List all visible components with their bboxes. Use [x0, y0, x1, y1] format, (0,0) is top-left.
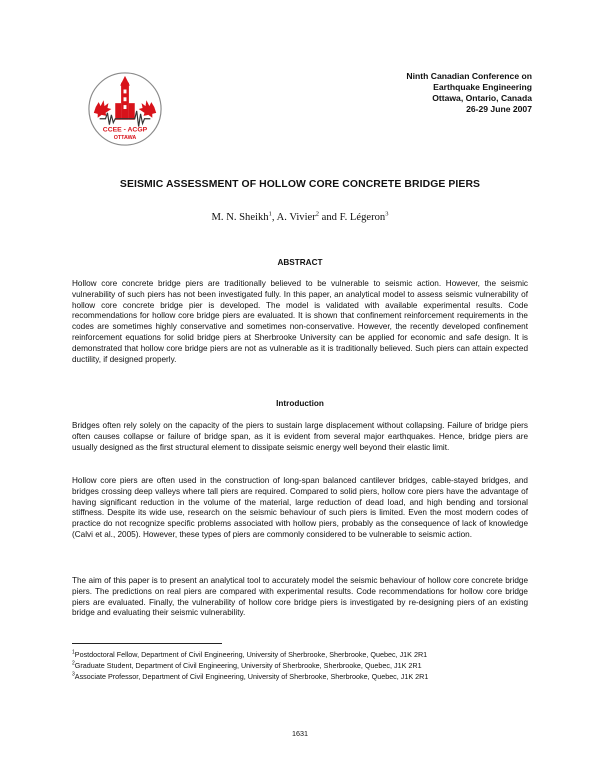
conference-line: Earthquake Engineering — [433, 82, 532, 92]
intro-paragraph-3: The aim of this paper is to present an analytical tool to accurately model the seismic behaviour of hollow core concrete bridge piers. The predictions on real piers are compared with experimental results. Code recommendations for hollow core bridge piers are evaluated. Finally, the vulnerability of hollow core bridge piers is investigated by re-designing piers of an existing bridge and evaluating their seismic vulnerability. — [72, 576, 528, 618]
abstract-heading: ABSTRACT — [277, 258, 323, 267]
author-separator: , — [271, 212, 277, 223]
author-affiliation-marker: 3 — [385, 210, 389, 218]
footnote-marker: 1 — [72, 649, 75, 656]
intro-paragraph-1: Bridges often rely solely on the capacity of the piers to sustain large displacement without collapsing. Failure of bridge piers often causes collapse or failure of bridge span, as it is evident from several major earthquakes. Hence, bridge piers are usually designed as the first structural element to dissipate seismic energy well beyond their elastic limit. — [72, 421, 528, 452]
author-list — [0, 212, 600, 223]
introduction-heading: Introduction — [276, 399, 324, 408]
conference-line: Ninth Canadian Conference on — [406, 71, 532, 81]
footnote — [72, 672, 542, 682]
page-number: 1631 — [292, 729, 308, 738]
footnote-divider — [72, 643, 222, 644]
author-name: M. N. Sheikh — [211, 212, 269, 223]
logo-text-ottawa: OTTAWA — [113, 135, 137, 142]
abstract-text: Hollow core concrete bridge piers are traditionally believed to be vulnerable to seismic action. However, the seismic vulnerability of such piers has not been investigated fully. In this paper, an analytical model to assess seismic vulnerability of hollow core concrete bridge pier is developed. The model is validated with available experimental results. Code recommendations for hollow core bridge piers are evaluated. It is shown that confinement reinforcement requirements in the codes are sometimes highly conservative and sometimes non-conservative. However, the recently developed confinement reinforcement equations for solid bridge piers at Sherbrooke University can be applied for economic and safe design. It is demonstrated that hollow core bridge piers are not as vulnerable as it is traditionally believed. Such piers can attain expected ductility, if designed properly. — [72, 279, 528, 364]
footnote-text: Graduate Student, Department of Civil Engineering, University of Sherbrooke, Sherbrooke, Quebec, J1K 2R1 — [74, 661, 422, 670]
author-affiliation-marker: 2 — [315, 210, 319, 218]
conference-info — [312, 71, 532, 115]
author-name: A. Vivier — [276, 212, 316, 223]
ccee-acgp-ottawa-seal-icon — [86, 70, 164, 148]
conference-location: Ottawa, Ontario, Canada — [432, 93, 532, 103]
footnote — [72, 661, 542, 671]
paper-title: SEISMIC ASSESSMENT OF HOLLOW CORE CONCRETE BRIDGE PIERS — [119, 179, 481, 190]
footnote — [72, 650, 542, 660]
author-name: F. Légeron — [339, 212, 386, 223]
conference-dates: 26-29 June 2007 — [466, 104, 532, 114]
author-affiliation-marker: 1 — [268, 210, 272, 218]
footnote-marker: 2 — [72, 660, 75, 667]
author-separator: and — [319, 212, 340, 223]
footnote-text: Postdoctoral Fellow, Department of Civil Engineering, University of Sherbrooke, Sherbrooke, Quebec, J1K 2R1 — [74, 650, 428, 659]
footnote-marker: 3 — [72, 671, 75, 678]
intro-paragraph-2: Hollow core piers are often used in the construction of long-span balanced cantilever bridges, cable-stayed bridges, and bridges crossing deep valleys where tall piers are required. Compared to solid piers, hollow core piers have the advantage of having significant reduction in the volume of the material, large reduction of dead load, and high bending and torsional stiffness. Despite its wide use, research on the seismic behaviour of such piers is limited. Even the most modern codes of practice do not recognize specific problems associated with hollow piers, probably as the consequence of lack of knowledge (Calvi et al., 2005). However, these types of piers are commonly considered to be vulnerable to seismic action. — [72, 476, 528, 539]
footnote-text: Associate Professor, Department of Civil Engineering, University of Sherbrooke, Sherbrooke, Quebec, J1K 2R1 — [74, 672, 429, 681]
logo-text-ccee: CCEE - ACGP — [102, 126, 148, 134]
